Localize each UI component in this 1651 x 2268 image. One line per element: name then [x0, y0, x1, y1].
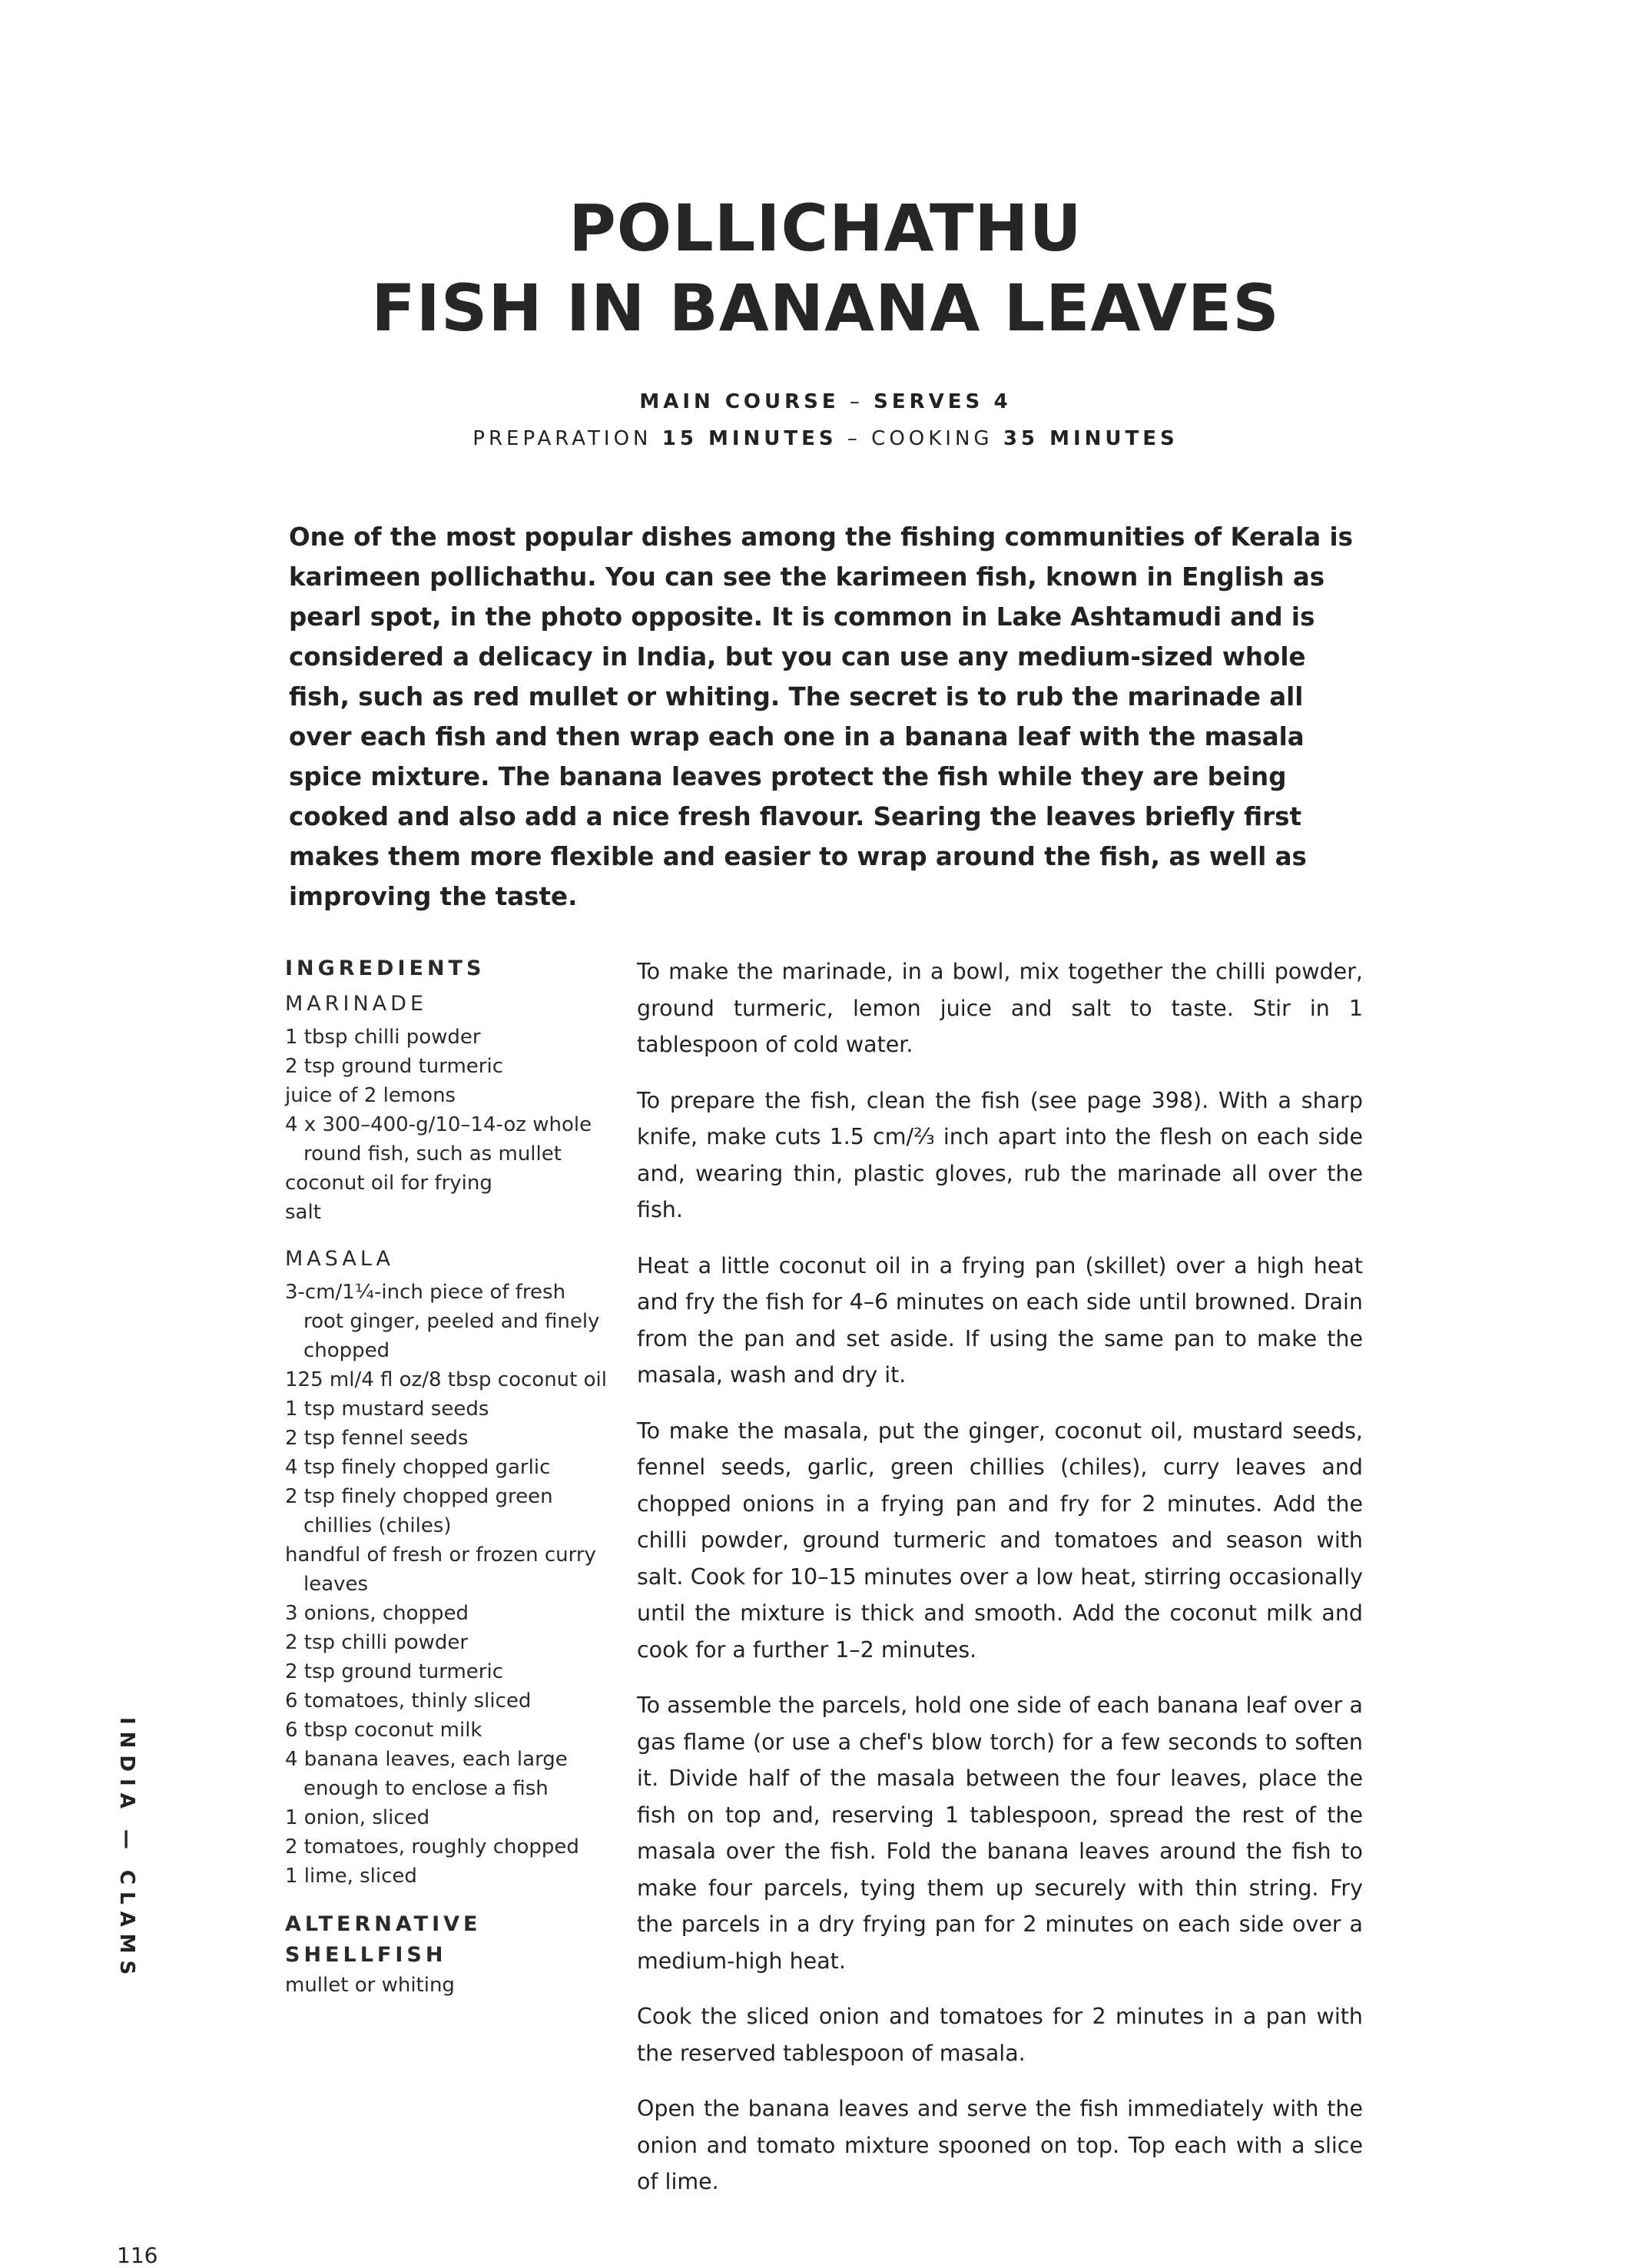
ingredient-item: 2 tsp ground turmeric — [285, 1660, 504, 1683]
method-step: To make the marinade, in a bowl, mix together the chilli powder, ground turmeric, lemon juice and salt to taste. Stir in 1 tablespoon of cold water. — [637, 959, 1363, 1057]
ingredient-item: handful of fresh or frozen curry leaves — [285, 1544, 596, 1596]
recipe-meta — [0, 383, 1651, 457]
ingredient-item: 125 ml/4 fl oz/8 tbsp coconut oil — [285, 1368, 607, 1391]
alternative-heading: ALTERNATIVE SHELLFISH — [285, 1912, 482, 1967]
recipe-title-line1: POLLICHATHU — [569, 191, 1082, 266]
ingredients-column — [285, 953, 608, 2000]
serves-label: SERVES — [874, 390, 984, 413]
page-number: 116 — [117, 2242, 158, 2268]
course-line — [0, 383, 1651, 420]
ingredient-item: 2 tsp ground turmeric — [285, 1055, 504, 1078]
ingredient-item: 6 tomatoes, thinly sliced — [285, 1689, 532, 1713]
ingredient-item: 2 tomatoes, roughly chopped — [285, 1835, 579, 1858]
method-step: Open the banana leaves and serve the fish immediately with the onion and tomato mixture spooned on top. Top each with a slice of lime. — [637, 2096, 1363, 2194]
ingredient-item: 1 onion, sliced — [285, 1806, 430, 1829]
masala-heading: MASALA — [285, 1247, 395, 1271]
method-step: Cook the sliced onion and tomatoes for 2 minutes in a pan with the reserved tablespoon of masala. — [637, 2004, 1363, 2066]
ingredient-item: 4 tsp finely chopped garlic — [285, 1456, 551, 1479]
ingredient-item: 4 x 300–400-g/10–14-oz whole round fish, such as mullet — [285, 1113, 592, 1166]
course: MAIN COURSE — [639, 390, 840, 413]
ingredient-item: 3 onions, chopped — [285, 1602, 469, 1625]
ingredient-item: 6 tbsp coconut milk — [285, 1719, 482, 1742]
marinade-list — [285, 1023, 608, 1227]
ingredient-item: 3-cm/1¼-inch piece of fresh root ginger, peeled and finely chopped — [285, 1281, 600, 1362]
recipe-body — [285, 953, 1651, 2220]
ingredient-item: 1 tbsp chilli powder — [285, 1026, 481, 1049]
masala-list — [285, 1278, 608, 1891]
ingredient-item: 2 tsp chilli powder — [285, 1631, 469, 1654]
method-column — [637, 953, 1363, 2220]
prep-label: PREPARATION — [472, 427, 652, 450]
recipe-title-line2: FISH IN BANANA LEAVES — [371, 270, 1280, 346]
ingredient-item: salt — [285, 1201, 321, 1224]
serves-value: 4 — [993, 390, 1012, 413]
method-step: Heat a little coconut oil in a frying pan (skillet) over a high heat and fry the fish for 4–6 minutes on each side until browned. Drain from the pan and set aside. If using the same pan to make the masala, wash and dry it. — [637, 1252, 1363, 1388]
ingredient-item: 2 tsp finely chopped green chillies (chiles) — [285, 1485, 553, 1537]
section-label: INDIA — CLAMS — [115, 1717, 138, 1982]
dash: – — [847, 427, 861, 450]
recipe-title — [0, 188, 1651, 348]
prep-value: 15 MINUTES — [661, 427, 837, 450]
ingredient-item: 1 tsp mustard seeds — [285, 1398, 489, 1421]
alternative-text: mullet or whiting — [285, 1974, 455, 1997]
method-step: To make the masala, put the ginger, coconut oil, mustard seeds, fennel seeds, garlic, green chillies (chiles), curry leaves and chopped onions in a frying pan and fry for 2 minutes. Add the chilli powder, ground turmeric and tomatoes and season with salt. Cook for 10–15 minutes over a low heat, stirring occasionally until the mixture is thick and smooth. Add the coconut milk and cook for a further 1–2 minutes. — [637, 1418, 1363, 1663]
ingredients-heading: INGREDIENTS — [285, 957, 486, 980]
dash: – — [849, 390, 864, 413]
ingredient-item: 2 tsp fennel seeds — [285, 1427, 469, 1450]
intro-paragraph: One of the most popular dishes among the fishing communities of Kerala is karimeen pollichathu. You can see the karimeen fish, known in English as pearl spot, in the photo opposite. It is common in Lake Ashtamudi and is considered a delicacy in India, but you can use any medium-sized whole fish, such as red mullet or whiting. The secret is to rub the marinade all over each fish and then wrap each one in a banana leaf with the masala spice mixture. The banana leaves protect the fish while they are being cooked and also add a nice fresh flavour. Searing the leaves briefly first makes them more flexible and easier to wrap around the fish, as well as improving the taste. — [289, 522, 1353, 911]
cook-label: COOKING — [871, 427, 993, 450]
method-step: To prepare the fish, clean the fish (see page 398). With a sharp knife, make cuts 1.5 cm/⅔ inch apart into the flesh on each side and, wearing thin, plastic gloves, rub the marinade all over the fish. — [637, 1087, 1363, 1222]
method-step: To assemble the parcels, hold one side of each banana leaf over a gas flame (or use a chef's blow torch) for a few seconds to soften it. Divide half of the masala between the four leaves, place the fish on top and, reserving 1 tablespoon, spread the rest of the masala over the fish. Fold the banana leaves around the fish to make four parcels, tying them up securely with thin string. Fry the parcels in a dry frying pan for 2 minutes on each side over a medium-high heat. — [637, 1693, 1363, 1974]
ingredient-item: 1 lime, sliced — [285, 1865, 417, 1888]
ingredient-item: 4 banana leaves, each large enough to enclose a fish — [285, 1748, 568, 1800]
marinade-heading: MARINADE — [285, 992, 428, 1016]
cook-value: 35 MINUTES — [1003, 427, 1179, 450]
time-line — [0, 420, 1651, 457]
ingredient-item: coconut oil for frying — [285, 1172, 492, 1195]
ingredient-item: juice of 2 lemons — [285, 1084, 456, 1107]
